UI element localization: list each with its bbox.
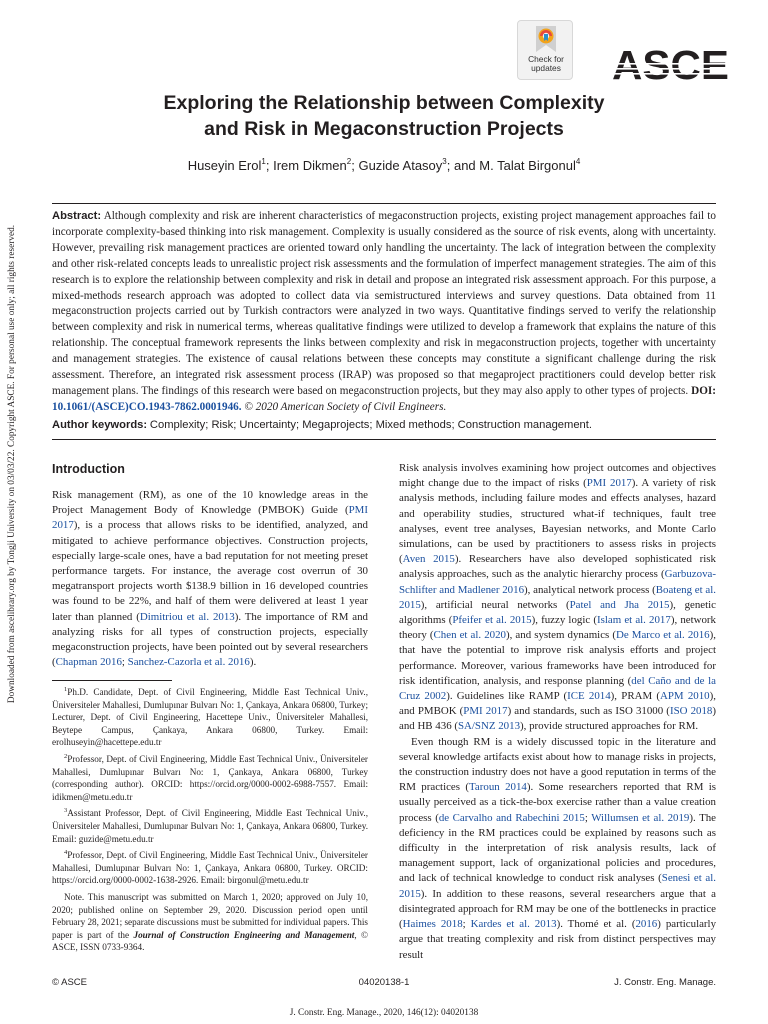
- reference-link[interactable]: ISO 2018: [669, 705, 713, 718]
- check-for-updates-label: [518, 55, 574, 73]
- reference-link[interactable]: Garbuzova-Schlifter and Madlener 2016: [399, 568, 716, 596]
- body-text: ). In addition to these reasons, several researchers argue that a disintegrated approach for RM may be one of the bottlenecks in practice (: [399, 887, 716, 931]
- author-name: M. Talat Birgonul: [479, 158, 576, 173]
- body-text: ;: [121, 656, 128, 669]
- body-text: ). The deficiency in the RM practices could be explained by reasons such as difficulty in the interpretation of risk analysis results, lack of management support, lack of organizational policies and procedures, and lack of technical knowledge to conduct risk analyses (: [399, 811, 717, 885]
- section-heading-introduction: Introduction: [52, 462, 125, 476]
- reference-link[interactable]: Boateng et al. 2015: [399, 583, 717, 611]
- body-text: Risk analysis involves examining how project outcomes and objectives might change due to the impact of risks (: [399, 462, 716, 490]
- badge-line-2: updates: [531, 63, 561, 73]
- affiliation-footnote: [52, 686, 368, 749]
- footer-journal: J. Constr. Eng. Manage.: [614, 977, 716, 988]
- body-text: ) and HB 436 (: [399, 705, 717, 733]
- footnotes: [52, 686, 368, 958]
- title-line-2: and Risk in Megaconstruction Projects: [204, 118, 564, 140]
- body-text: ). The importance of RM and analyzing risks for all types of construction projects, especially megaconstruction projects, have been pointed out by several researchers (: [52, 610, 368, 669]
- footnote-text: Professor, Dept. of Civil Engineering, Middle East Technical Univ., Üniversiteler Mahallesi, Dumlupınar Bulvarı No: 1, Çankaya, Ankara 06800, Turkey. ORCID: https://orcid.org/0000-0002-1638-2926. Email: birgonul@metu.edu.tr: [52, 850, 368, 886]
- body-text: ), and system dynamics (: [505, 629, 616, 642]
- body-text: ;: [462, 918, 471, 931]
- journal-name: Journal of Construction Engineering and Management: [133, 929, 355, 940]
- reference-link[interactable]: Chapman 2016: [55, 656, 122, 669]
- affiliation-footnote: [52, 753, 368, 803]
- citation-line: J. Constr. Eng. Manage., 2020, 146(12): 04020138: [289, 1008, 479, 1018]
- author-name: Huseyin Erol: [187, 158, 262, 173]
- body-text: ), fuzzy logic (: [531, 614, 597, 627]
- author-affiliation-mark: 1: [261, 157, 266, 166]
- author-affiliation-mark: 4: [575, 157, 581, 166]
- footer-page-id: 04020138-1: [358, 977, 410, 988]
- reference-link[interactable]: Islam et al. 2017: [596, 614, 671, 627]
- footnote-text: Professor, Dept. of Civil Engineering, Middle East Technical Univ., Üniversiteler Mahallesi, Dumlupınar Bulvarı No: 1, Çankaya, Ankara 06800, Turkey (corresponding author). ORCID: https://orcid.org/0000-0002-6988-7557. Email: idikmen@metu.edu.tr: [52, 753, 368, 802]
- body-paragraph: [399, 461, 716, 735]
- body-text: ). Guidelines like RAMP (: [446, 690, 568, 703]
- footnote-text: Ph.D. Candidate, Dept. of Civil Engineering, Middle East Technical Univ., Üniversiteler Mahallesi, Dumlupınar Bulvarı No: 1, Çankaya, Ankara 06800, Turkey; Lecturer, Dept. of Civil Engineering, Hacettepe Univ., Üniversiteler Mahallesi, Beytepe Campus, Çankaya, Ankara 06800, Turkey. Email: erolhuseyin@hacettepe.edu.tr: [52, 687, 368, 748]
- author-affiliation-mark: 3: [442, 157, 447, 166]
- body-text: ) and standards, such as ISO 31000 (: [507, 705, 670, 718]
- reference-link[interactable]: Senesi et al. 2015: [399, 872, 716, 900]
- footnote-mark: 4: [64, 849, 68, 857]
- body-text: Even though RM is a widely discussed topic in the literature and several knowledge artifacts exist about how to manage risks in projects, the construction industry does not have a good reputation in terms of the RM practices (: [399, 735, 716, 794]
- reference-link[interactable]: Pfeifer et al. 2015: [452, 614, 532, 627]
- intro-paragraph: [52, 488, 368, 670]
- body-text: ), that have the potential to improve risk analysis efforts and project performance. Moreover, various frameworks have been introduced for risk identification, analysis, and response planning (: [399, 629, 716, 687]
- author-list: [60, 157, 708, 175]
- footer-publisher: © ASCE: [52, 977, 87, 988]
- body-text: ), PRAM (: [610, 690, 660, 703]
- paper-title: [60, 90, 708, 142]
- reference-link[interactable]: APM 2010: [660, 690, 710, 703]
- abstract-label: Abstract:: [52, 210, 102, 222]
- body-text: ). Some researchers reported that RM is usually perceived as a tick-the-box exercise rather than a value creation process (: [399, 781, 717, 824]
- note-tail: , © ASCE, ISSN 0733-9364.: [52, 929, 368, 953]
- body-text: ), analytical network process (: [524, 583, 656, 596]
- body-text: ). Thomé et al. (: [556, 918, 636, 931]
- reference-link[interactable]: del Caño and de la Cruz 2002: [399, 674, 716, 703]
- body-text: ;: [584, 811, 592, 824]
- keywords-label: Author keywords:: [52, 419, 148, 431]
- reference-link[interactable]: Kardes et al. 2013: [470, 918, 557, 931]
- title-line-1: Exploring the Relationship between Complexity: [163, 92, 605, 114]
- abstract: [52, 209, 716, 416]
- manuscript-note: [52, 891, 368, 954]
- body-text: Risk management (RM), as one of the 10 knowledge areas in the Project Management Body of Knowledge (PMBOK) Guide (: [52, 489, 368, 517]
- footnote-mark: 2: [64, 752, 68, 760]
- footnote-rule: [52, 680, 172, 681]
- body-text: ), is a process that allows risks to be identified, analyzed, and mitigated to achieve performance objectives. Construction projects, especially large-scale ones, have a bad reputation for not meeting preset performance targets. For instance, the average cost overrun of 30 megatransport projects worth $138.9 billion in 16 developed countries was found to be 22%, and half of them were delivered at least 1 year later than planned (: [52, 519, 368, 623]
- author-name: Irem Dikmen: [273, 158, 347, 173]
- footnote-mark: 1: [64, 686, 68, 693]
- check-for-updates-badge[interactable]: [517, 20, 573, 80]
- body-text: ), provide structured approaches for RM.: [520, 720, 699, 733]
- doi-label: DOI:: [691, 384, 716, 397]
- body-text: ), genetic algorithms (: [399, 598, 717, 627]
- body-text: ).: [249, 656, 257, 669]
- reference-link[interactable]: De Marco et al. 2016: [615, 629, 710, 642]
- reference-link[interactable]: SA/SNZ 2013: [457, 720, 521, 733]
- body-paragraph: [399, 735, 716, 963]
- reference-link[interactable]: Dimitriou et al. 2013: [139, 610, 235, 623]
- author-separator: ; and: [446, 158, 480, 173]
- reference-link[interactable]: de Carvalho and Rabechini 2015: [438, 811, 585, 824]
- reference-link[interactable]: Taroun 2014: [469, 781, 527, 794]
- author-affiliation-mark: 2: [346, 157, 352, 166]
- keywords-text: Complexity; Risk; Uncertainty; Megaprojects; Mixed methods; Construction management.: [149, 419, 592, 431]
- page-footer: [52, 976, 716, 990]
- author-name: Guzide Atasoy: [358, 158, 443, 173]
- reference-link[interactable]: 2016: [635, 918, 658, 931]
- reference-link[interactable]: PMI 2017: [52, 504, 368, 532]
- author-separator: ;: [265, 158, 274, 173]
- body-text: ), network theory (: [399, 614, 717, 642]
- footnote-text: Assistant Professor, Dept. of Civil Engineering, Middle East Technical Univ., Üniversiteler Mahallesi, Dumlupınar Bulvarı No: 1, Çankaya, Ankara 06800, Turkey. Email: guzide@metu.edu.tr: [52, 808, 368, 844]
- right-column: [399, 461, 716, 963]
- left-column: [52, 488, 368, 670]
- body-text: ), and PMBOK (: [399, 690, 716, 718]
- badge-line-1: Check for: [528, 54, 564, 64]
- footnote-mark: 3: [64, 807, 68, 815]
- note-text: Note. This manuscript was submitted on March 1, 2020; approved on July 10, 2020; published online on September 29, 2020. Discussion period open until February 28, 2021; separate discussions must be submitted for individual papers. This paper is part of the: [52, 891, 368, 940]
- reference-link[interactable]: ICE 2014: [567, 690, 611, 703]
- abstract-text: Although complexity and risk are inherent characteristics of megaconstruction projects, existing project management approaches fail to incorporate complexity-based thinking into risk management. Complexity is usually considered as the source of risk events, along with uncertainty. However, prevailing risk management practices are oriented toward only handling the uncertainty. The lack of integration between the complexity and other risk-related concepts leads to unrealistic project risk assessments and the formulation of imperfect management strategies. The aim of this research is to explore the relationship between complexity and risk in detail and propose an integrated risk assessment approach. For this purpose, a mixed-methods research approach was adopted to collect data via semistructured interviews and survey questions. Data obtained from 11 megaconstruction projects carried out by Turkish contractors were analyzed in two ways. Quantitative findings served to verify the relationship between complexity and risk in numerical terms, whereas qualitative findings were utilized to develop a framework that explains the nature of this relationship. The conceptual framework represents the links between complexity and risk in megaconstruction projects, together with uncertainty and management strategies. The existence of causal relations between these concepts may constitute a significant challenge during the risk assessment. Therefore, an integrated risk assessment process (IRAP) was proposed so that megaproject practitioners could develop better risk management plans. The findings of this research were based on megaconstruction projects, but they may also apply to other types of projects.: [52, 210, 716, 397]
- reference-link[interactable]: PMI 2017: [463, 705, 508, 718]
- author-separator: ;: [351, 158, 359, 173]
- body-text: ). A variety of risk analysis methods, including failure modes and effects analyses, hazard and operability studies, structured what-if techniques, fault tree analyses, event tree analyses, Bayesian networks, and Monte Carlo simulations, can be used by practitioners to assess risks in projects (: [399, 477, 716, 566]
- body-text: ). Researchers have also developed sophisticated risk analysis approaches, such as the analytic hierarchy process (: [399, 553, 716, 581]
- asce-logo: [612, 39, 730, 85]
- reference-link[interactable]: Chen et al. 2020: [433, 629, 506, 642]
- bookmark-ribbon-icon: [535, 25, 557, 53]
- body-text: ) particularly argue that treating complexity and risk from distinct perspectives may result: [399, 918, 717, 961]
- author-keywords: [52, 418, 716, 433]
- body-text: ), artificial neural networks (: [420, 598, 570, 611]
- reference-link[interactable]: Patel and Jha 2015: [569, 598, 670, 611]
- affiliation-footnote: [52, 807, 368, 845]
- affiliation-footnote: [52, 849, 368, 887]
- reference-link[interactable]: Haimes 2018: [402, 918, 463, 931]
- download-notice: Downloaded from ascelibrary.org by Tongji University on 03/03/22. Copyright ASCE. For personal use only; all rights reserved.: [7, 224, 17, 704]
- keywords-bottom-rule: [52, 439, 716, 440]
- reference-link[interactable]: Aven 2015: [402, 553, 455, 566]
- doi-link[interactable]: 10.1061/(ASCE)CO.1943-7862.0001946.: [52, 400, 242, 413]
- abstract-top-rule: [52, 203, 716, 204]
- reference-link[interactable]: Sanchez-Cazorla et al. 2016: [127, 656, 250, 669]
- reference-link[interactable]: PMI 2017: [586, 477, 632, 490]
- reference-link[interactable]: Willumsen et al. 2019: [591, 811, 690, 824]
- copyright: © 2020 American Society of Civil Engineers.: [244, 400, 447, 413]
